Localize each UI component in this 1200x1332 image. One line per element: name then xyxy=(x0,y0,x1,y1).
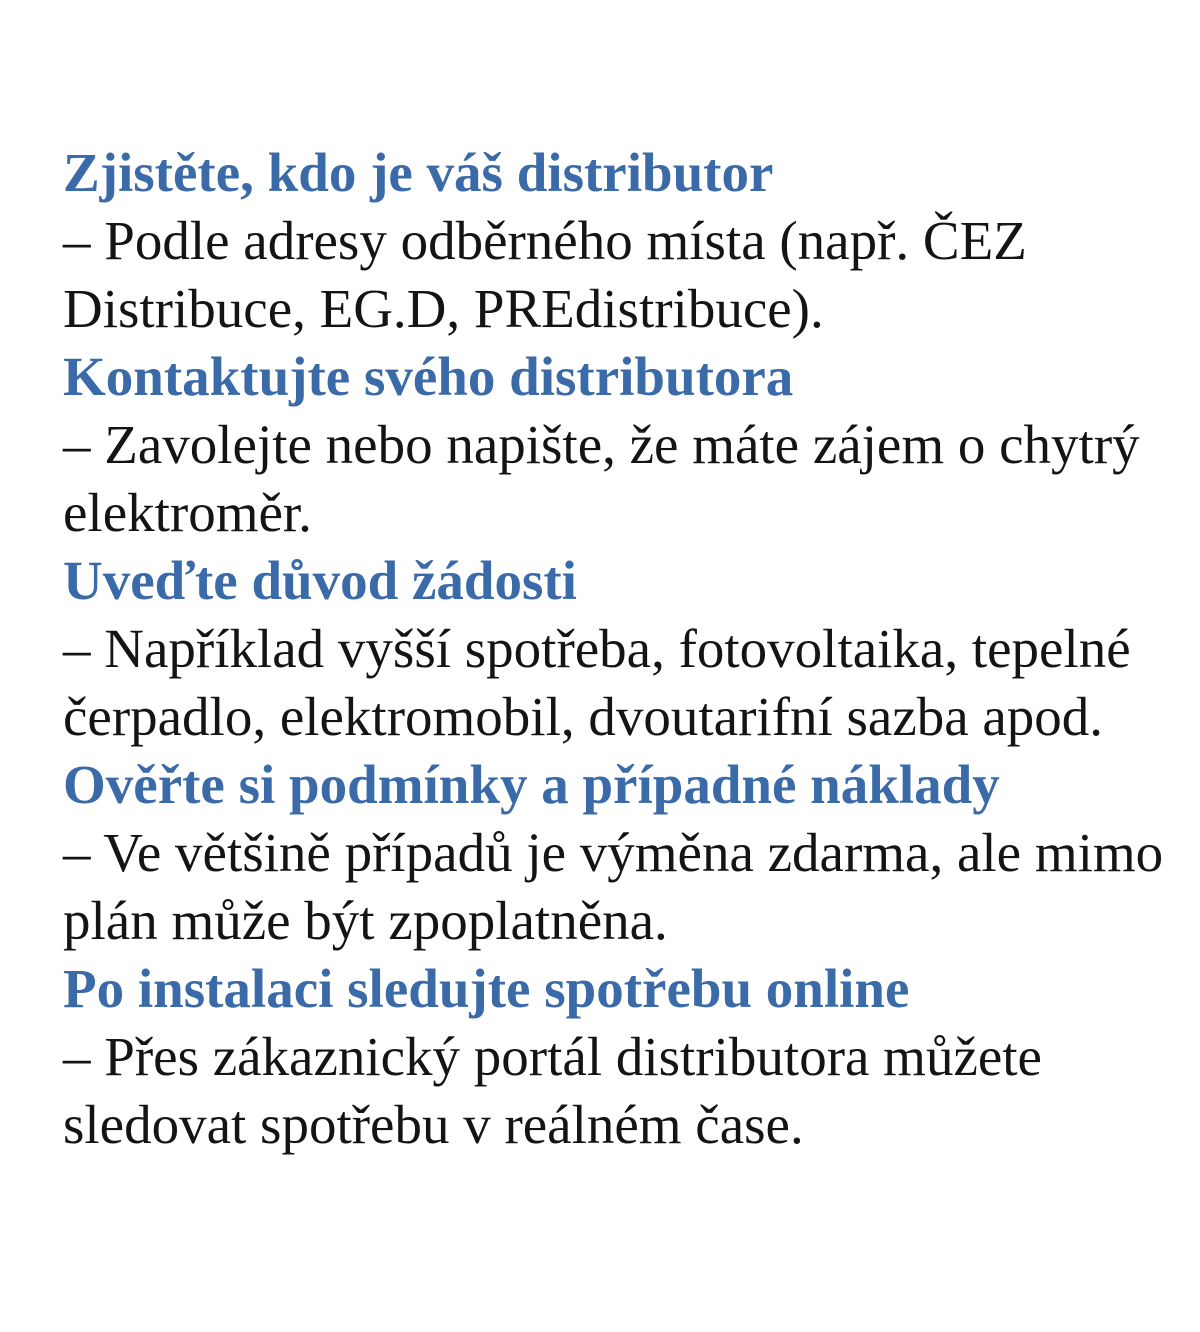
step-description: – Podle adresy odběrného místa (např. ČEZ Distribuce, EG.D, PREdistribuce). xyxy=(63,210,1027,339)
step-state-reason xyxy=(63,547,1173,751)
step-description: – Přes zákaznický portál distributora můžete sledovat spotřebu v reálném čase. xyxy=(63,1026,1042,1155)
steps-list xyxy=(63,139,1173,1159)
step-description: – Zavolejte nebo napište, že máte zájem o chytrý elektroměr. xyxy=(63,414,1140,543)
step-title: Po instalaci sledujte spotřebu online xyxy=(63,958,910,1019)
step-check-conditions xyxy=(63,751,1173,955)
step-find-distributor xyxy=(63,139,1173,343)
step-title: Kontaktujte svého distributora xyxy=(63,346,794,407)
step-contact-distributor xyxy=(63,343,1173,547)
step-title: Uveďte důvod žádosti xyxy=(63,550,577,611)
step-description: – Například vyšší spotřeba, fotovoltaika, tepelné čerpadlo, elektromobil, dvoutarifní sazba apod. xyxy=(63,618,1131,747)
step-monitor-online xyxy=(63,955,1173,1159)
step-title: Ověřte si podmínky a případné náklady xyxy=(63,754,1000,815)
step-description: – Ve většině případů je výměna zdarma, ale mimo plán může být zpoplatněna. xyxy=(63,822,1164,951)
step-title: Zjistěte, kdo je váš distributor xyxy=(63,142,774,203)
